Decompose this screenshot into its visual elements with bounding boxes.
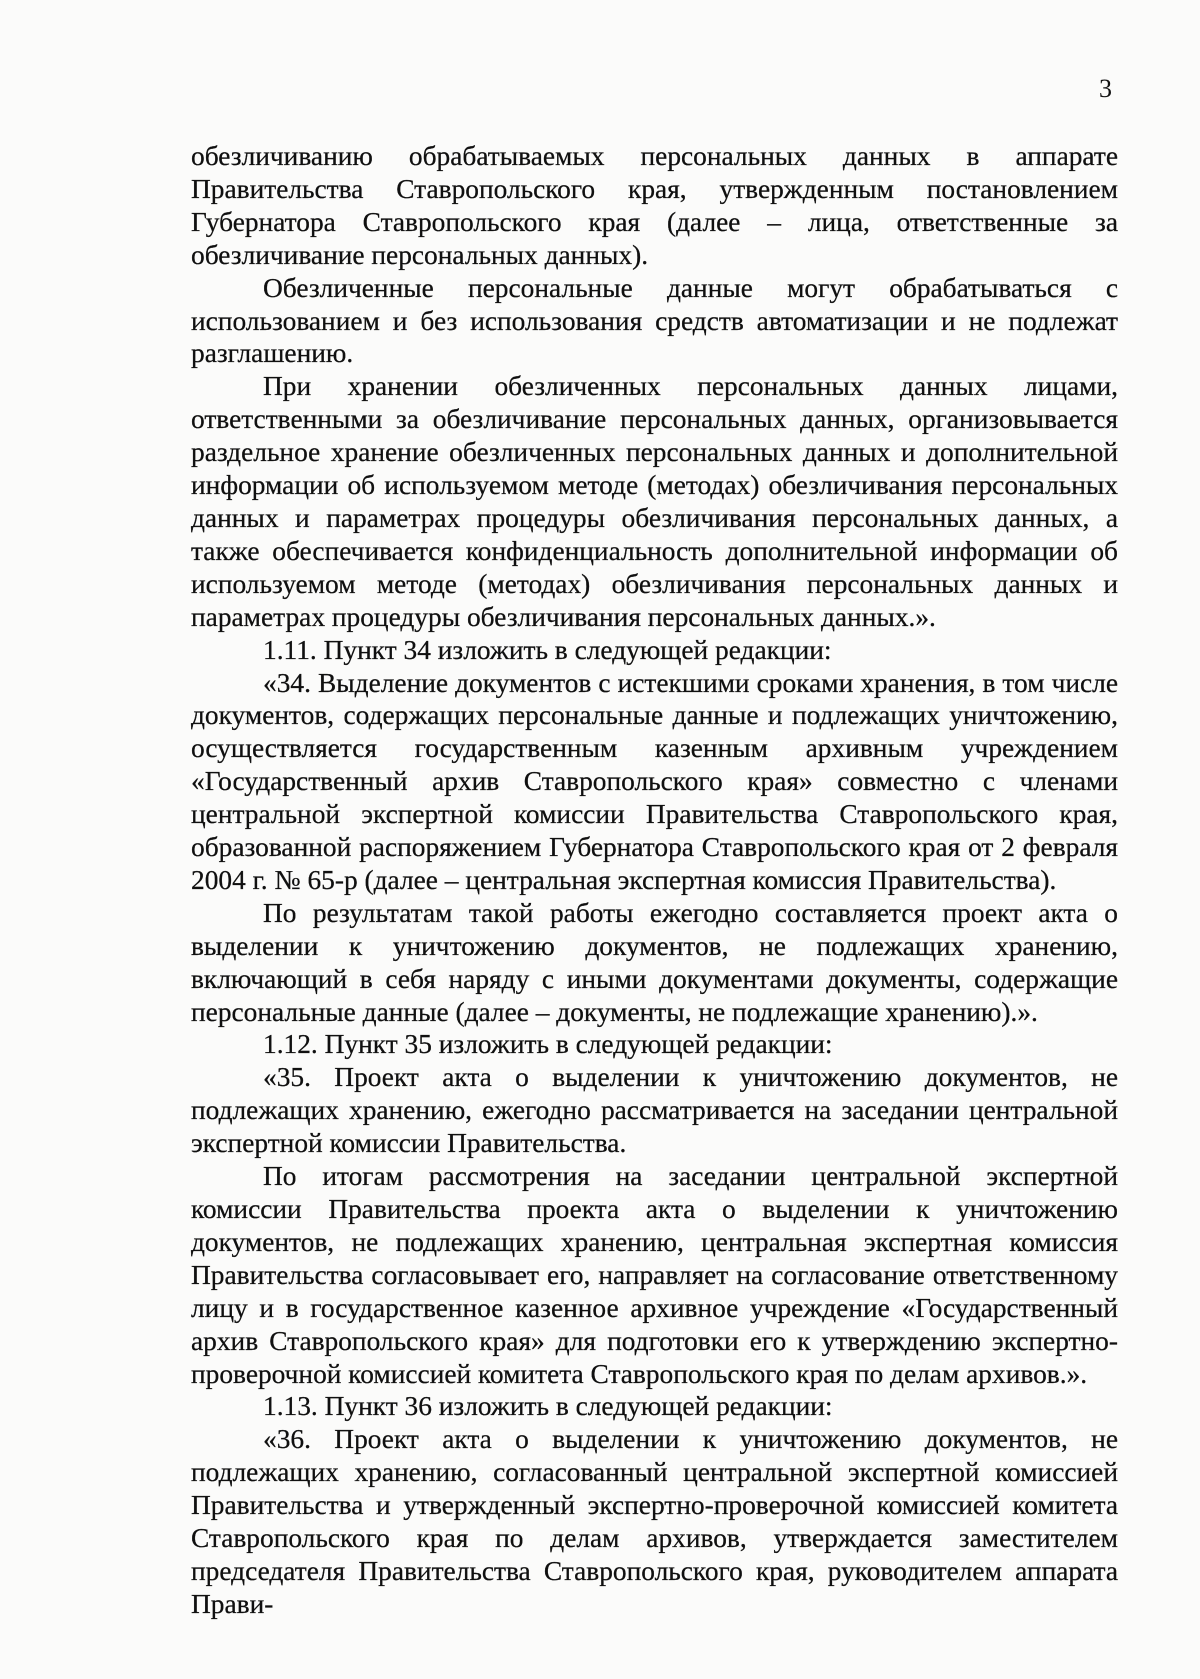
paragraph-item-34-results: По результатам такой работы ежегодно составляется проект акта о выделении к уничтожению документов, не подлежащих хранению, включающий в себя наряду с иными документами документы, содержащие персональные данные (далее – документы, не подлежащие хранению).». <box>191 897 1118 1027</box>
document-body <box>191 140 1118 1621</box>
page-number: 3 <box>1099 74 1112 103</box>
paragraph-item-35-review: По итогам рассмотрения на заседании центральной экспертной комиссии Правительства проекта акта о выделении к уничтожению документов, не подлежащих хранению, центральная экспертная комиссия Правительства согласовывает его, направляет на согласование ответственному лицу и в государственное казенное архивное учреждение «Государственный архив Ставропольского края» для подготовки его к утверждению экспертно-проверочной комиссией комитета Ставропольского края по делам архивов.». <box>191 1161 1118 1389</box>
paragraph-item-34: «34. Выделение документов с истекшими сроками хранения, в том числе документов, содержащих персональные данные и подлежащих уничтожению, осуществляется государственным казенным архивным учреждением «Государственный архив Ставропольского края» совместно с членами центральной экспертной комиссии Правительства Ставропольского края, образованной распоряжением Губернатора Ставропольского края от 2 февраля 2004 г. № 65-р (далее – центральная экспертная комиссия Правительства). <box>191 667 1118 895</box>
paragraph-anonymized-data-storage: При хранении обезличенных персональных данных лицами, ответственными за обезличивание персональных данных, организовывается раздельное хранение обезличенных персональных данных и дополнительной информации об используемом методе (методах) обезличивания персональных данных и параметрах процедуры обезличивания персональных данных, а также обеспечивается конфиденциальность дополнительной информации об используемом методе (методах) обезличивания персональных данных и параметрах процедуры обезличивания персональных данных.». <box>191 371 1118 632</box>
paragraph-item-35: «35. Проект акта о выделении к уничтожению документов, не подлежащих хранению, ежегодно рассматривается на заседании центральной экспертной комиссии Правительства. <box>191 1062 1118 1159</box>
amendment-heading-1-11: 1.11. Пункт 34 изложить в следующей редакции: <box>263 634 832 665</box>
paragraph-anonymized-data-processing: Обезличенные персональные данные могут обрабатываться с использованием и без использования средств автоматизации и не подлежат разглашению. <box>191 272 1118 369</box>
amendment-heading-1-12: 1.12. Пункт 35 изложить в следующей редакции: <box>263 1029 833 1060</box>
paragraph-continuation: обезличиванию обрабатываемых персональных данных в аппарате Правительства Ставропольского края, утвержденным постановлением Губернатора Ставропольского края (далее – лица, ответственные за обезличивание персональных данных). <box>191 141 1118 270</box>
amendment-heading-1-13: 1.13. Пункт 36 изложить в следующей редакции: <box>263 1391 833 1422</box>
paragraph-item-36: «36. Проект акта о выделении к уничтожению документов, не подлежащих хранению, согласованный центральной экспертной комиссией Правительства и утвержденный экспертно-проверочной комиссией комитета Ставропольского края по делам архивов, утверждается заместителем председателя Правительства Ставропольского края, руководителем аппарата Прави- <box>191 1424 1118 1619</box>
